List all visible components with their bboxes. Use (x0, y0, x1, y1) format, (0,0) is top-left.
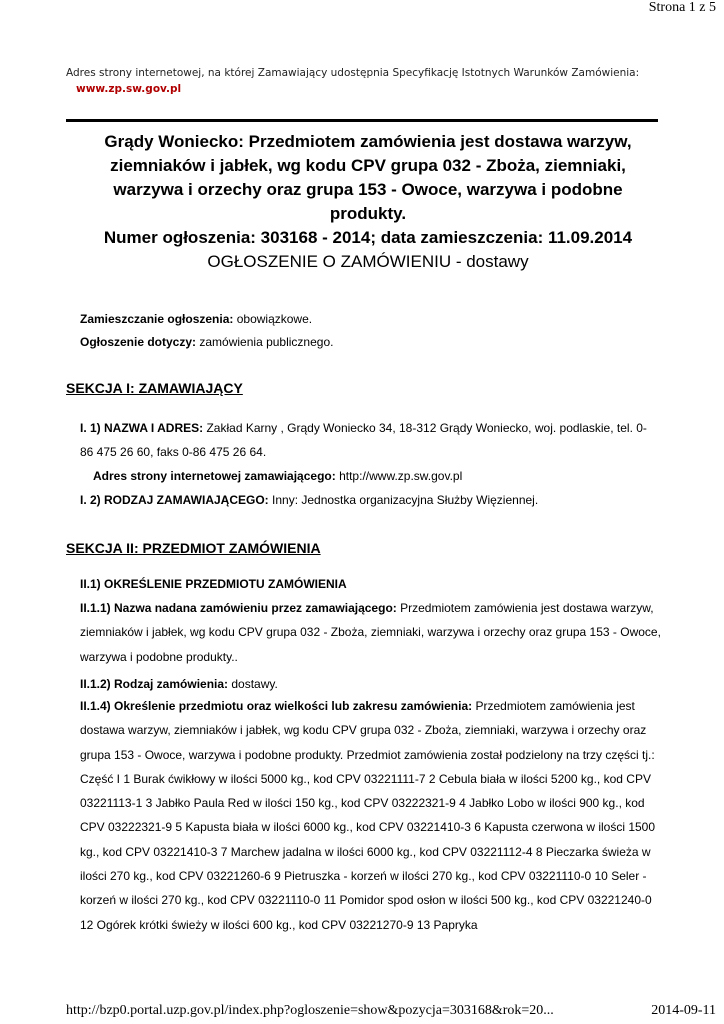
notice-number: Numer ogłoszenia: 303168 - 2014; data zamieszczenia: 11.09.2014 (103, 228, 633, 247)
contracting-name-row (80, 420, 647, 436)
title-line: produkty. (329, 204, 407, 223)
placement-value: obowiązkowe. (236, 312, 313, 326)
subject-name-label: II.1.1) Nazwa nadana zamówieniu przez zamawiającego: (80, 601, 397, 615)
website-label: Adres strony internetowej zamawiającego: (93, 469, 336, 483)
subject-description-label: II.1.4) Określenie przedmiotu oraz wielkości lub zakresu zamówienia: (80, 699, 473, 713)
title-line: ziemniaków i jabłek, wg kodu CPV grupa 032 - Zboża, ziemniaki, (110, 156, 626, 175)
website-value[interactable]: http://www.zp.sw.gov.pl (339, 469, 463, 483)
placement-row (80, 311, 312, 327)
subject-kind-row (80, 676, 278, 692)
notice-subtitle: OGŁOSZENIE O ZAMÓWIENIU - dostawy (207, 252, 529, 271)
subject-subheading-text: II.1) OKREŚLENIE PRZEDMIOTU ZAMÓWIENIA (80, 577, 347, 591)
placement-label: Zamieszczanie ogłoszenia: (80, 312, 234, 326)
contracting-type-label: I. 2) RODZAJ ZAMAWIAJĄCEGO: (80, 493, 269, 507)
contracting-type-value: Inny: Jednostka organizacyjna Służby Więziennej. (272, 493, 539, 507)
website-row (93, 468, 462, 484)
subject-kind-label: II.1.2) Rodzaj zamówienia: (80, 677, 229, 691)
page-number: Strona 1 z 5 (648, 0, 716, 15)
subject-kind-value: dostawy. (231, 677, 278, 691)
concerns-row (80, 334, 333, 350)
footer-date: 2014-09-11 (651, 1003, 716, 1018)
notice-title (66, 130, 670, 274)
title-line: Grądy Woniecko: Przedmiotem zamówienia jest dostawa warzyw, (104, 132, 632, 151)
address-intro: Adres strony internetowej, na której Zamawiający udostępnia Specyfikację Istotnych Warunków Zamówienia: (66, 67, 640, 79)
subject-subheading (80, 576, 347, 592)
header-divider (66, 119, 658, 122)
title-line: warzywa i orzechy oraz grupa 153 - Owoce, warzywa i podobne (113, 180, 623, 199)
subject-description-value: Przedmiotem zamówienia jest dostawa warzyw, ziemniaków i jabłek, wg kodu CPV grupa 032 - Zboża, ziemniaki, warzywa i orzechy oraz grupa 153 - Owoce, warzywa i podobne produkty. Przedmiot zamówienia został podzielony na trzy części tj.: Część I 1 Burak ćwikłowy w ilości 5000 kg., kod CPV 03221111-7 2 Cebula biała w ilości 5200 kg., kod CPV 03221113-1 3 Jabłko Paula Red w ilości 150 kg., kod CPV 03222321-9 4 Jabłko Lobo w ilości 900 kg., kod CPV 03222321-9 5 Kapusta biała w ilości 6000 kg., kod CPV 03221410-3 6 Kapusta czerwona w ilości 1500 kg., kod CPV 03221410-3 7 Marchew jadalna w ilości 6000 kg., kod CPV 03221112-4 8 Pieczarka świeża w ilości 270 kg., kod CPV 03221260-6 9 Pietruszka - korzeń w ilości 270 kg., kod CPV 03221110-0 10 Seler - korzeń w ilości 270 kg., kod CPV 03221110-0 11 Pomidor spod osłon w ilości 500 kg., kod CPV 03221240-0 12 Ogórek krótki świeży w ilości 600 kg., kod CPV 03221270-9 13 Papryka (80, 699, 656, 932)
section-1-heading: SEKCJA I: ZAMAWIAJĄCY (66, 380, 243, 396)
concerns-value: zamówienia publicznego. (199, 335, 334, 349)
name-address-label: I. 1) NAZWA I ADRES: (80, 421, 204, 435)
subject-name-value: Przedmiotem zamówienia jest dostawa warzyw, ziemniaków i jabłek, wg kodu CPV grupa 032 - Zboża, ziemniaki, warzywa i orzechy oraz grupa 153 - Owoce, warzywa i podobne produkty.. (80, 601, 661, 664)
subject-name-paragraph (80, 596, 662, 669)
contracting-phone-row: 86 475 26 60, faks 0-86 475 26 64. (80, 445, 267, 459)
section-2-heading: SEKCJA II: PRZEDMIOT ZAMÓWIENIA (66, 540, 321, 556)
address-url-link[interactable]: www.zp.sw.gov.pl (76, 83, 182, 95)
name-address-value: Zakład Karny , Grądy Woniecko 34, 18-312 Grądy Woniecko, woj. podlaskie, tel. 0- (206, 421, 647, 435)
contracting-type-row (80, 492, 538, 508)
concerns-label: Ogłoszenie dotyczy: (80, 335, 197, 349)
subject-description-paragraph (80, 694, 662, 937)
footer-url: http://bzp0.portal.uzp.gov.pl/index.php?ogloszenie=show&pozycja=303168&rok=20... (66, 1003, 554, 1018)
